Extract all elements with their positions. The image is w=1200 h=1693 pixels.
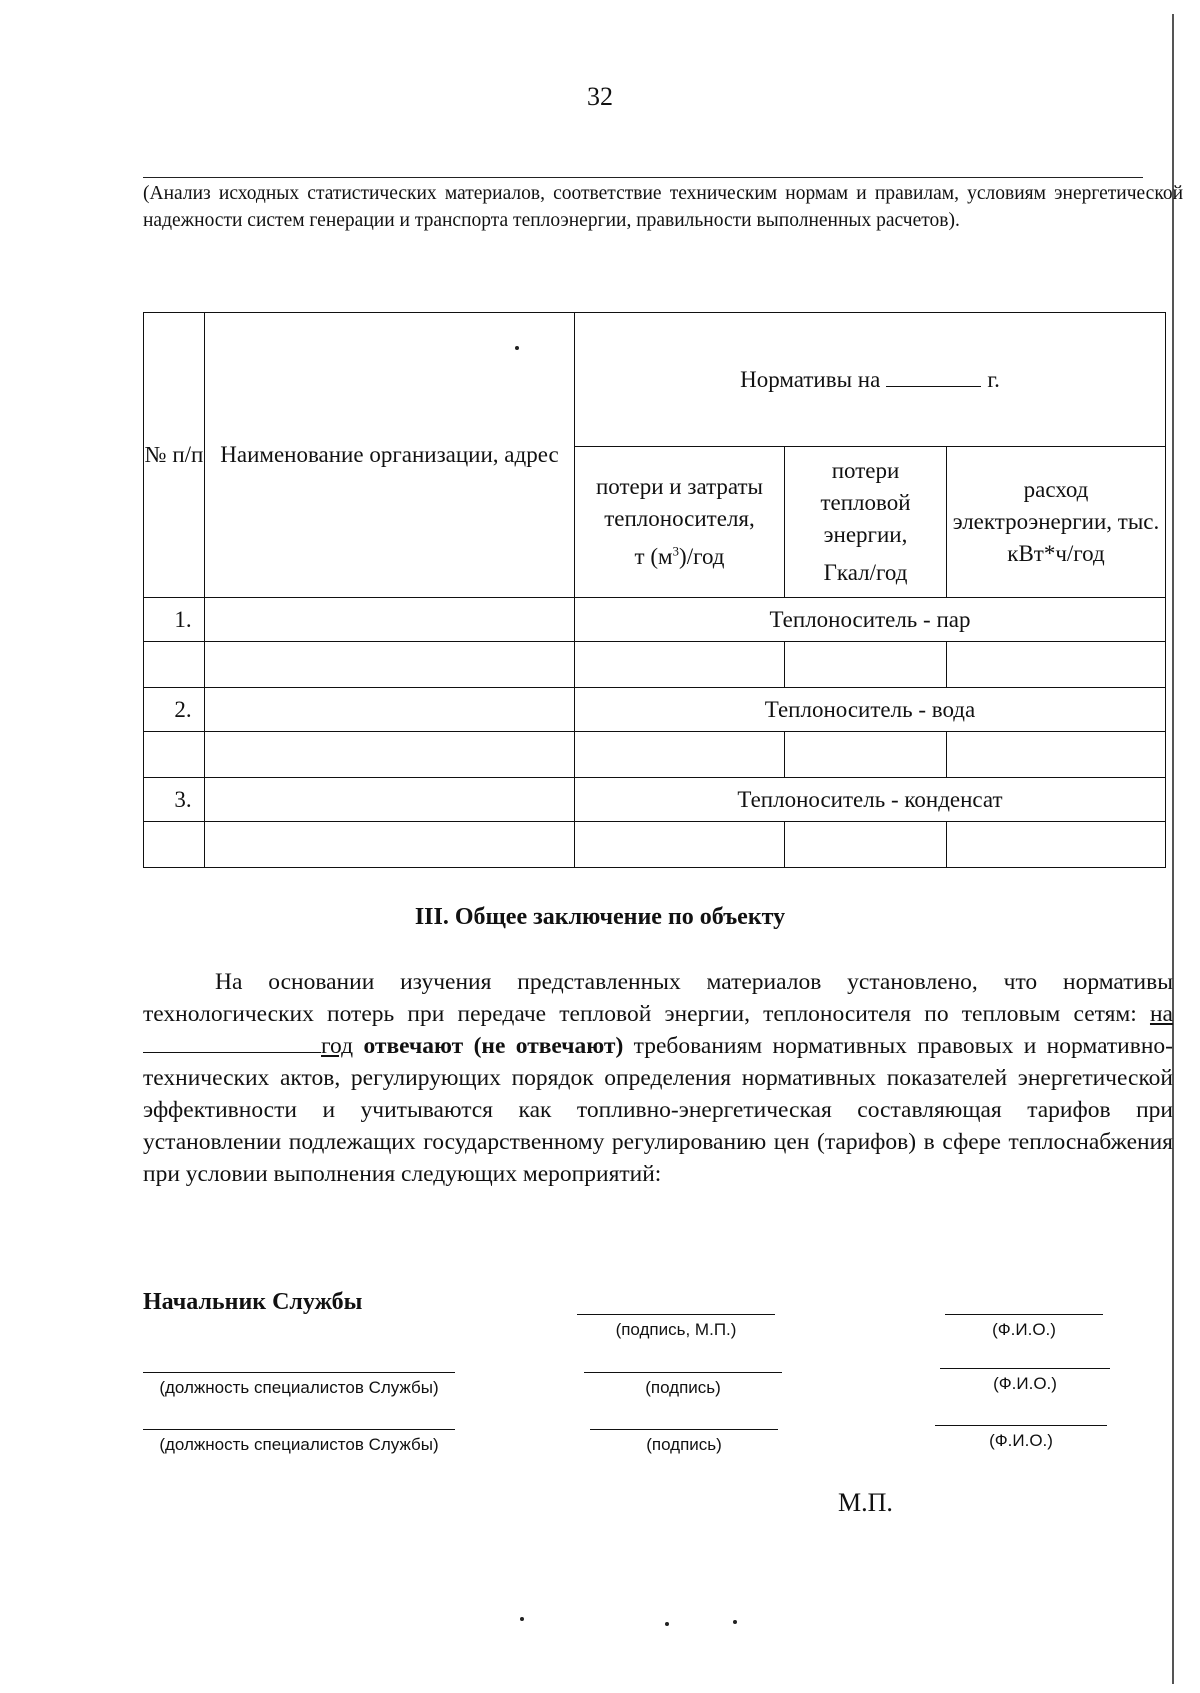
scan-speck	[733, 1620, 737, 1624]
year-label: год	[321, 1033, 354, 1059]
signature-line	[577, 1314, 775, 1315]
norms-table	[143, 312, 1166, 868]
fio-caption: (Ф.И.О.)	[993, 1374, 1057, 1393]
empty-cell	[947, 822, 1166, 868]
norms-header-prefix: Нормативы на	[740, 366, 881, 392]
num-header: № п/п	[144, 313, 205, 598]
col-losses-heat-unit: Гкал/год	[823, 560, 908, 585]
stamp-mark: М.П.	[838, 1488, 893, 1517]
signature-line	[590, 1429, 778, 1430]
section-num: 3.	[144, 778, 205, 822]
head-title: Начальник Службы	[143, 1289, 363, 1315]
signature-line	[584, 1372, 782, 1373]
empty-cell	[205, 642, 575, 688]
scan-edge-line	[1172, 14, 1174, 1684]
col-losses-heat	[785, 447, 947, 598]
scan-speck	[665, 1622, 669, 1626]
sign-caption: (подпись)	[645, 1378, 721, 1397]
fio-line	[935, 1425, 1107, 1426]
col-losses-heat-label: потери тепловой энергии,	[820, 458, 911, 547]
year-blank	[886, 364, 981, 387]
fio-caption: (Ф.И.О.)	[992, 1320, 1056, 1339]
table-row	[144, 688, 1166, 732]
fio-line	[940, 1368, 1110, 1369]
empty-cell	[144, 732, 205, 778]
year-gap	[143, 1032, 321, 1053]
table-row	[144, 732, 1166, 778]
col-losses-media	[575, 447, 785, 598]
name-cell	[205, 778, 575, 822]
position-caption: (должность специалистов Службы)	[159, 1435, 439, 1454]
empty-cell	[785, 642, 947, 688]
empty-cell	[144, 642, 205, 688]
sign-caption: (подпись)	[646, 1435, 722, 1454]
empty-cell	[947, 732, 1166, 778]
norms-header-suffix: г.	[987, 366, 1000, 392]
on-label: на	[1149, 1001, 1173, 1027]
sign-mp-caption: (подпись, М.П.)	[615, 1320, 737, 1339]
section-heading: III. Общее заключение по объекту	[414, 904, 786, 930]
position-line	[143, 1372, 455, 1373]
intro-text: (Анализ исходных статистических материалов, соответствие техническим нормам и правилам, условиям энергетической надежности систем генерации и транспорта теплоэнергии, правильности выполненных расчетов).	[143, 183, 1183, 231]
section-label: Теплоноситель - пар	[575, 598, 1166, 642]
comply-text: отвечают	[353, 1033, 464, 1059]
empty-cell	[575, 732, 785, 778]
conclusion-paragraph: На основании изучения представленных материалов установлено, что нормативы технологических потерь при передаче тепловой энергии, теплоносителя по тепловым сетям: нагод отвечают (не отвечают) требованиям нормативных правовых и нормативно-технических актов, регулирующих порядок определения нормативных показателей энергетической эффективности и учитываются как топливно-энергетическая составляющая тарифов при установлении подлежащих государственному регулированию цен (тарифов) в сфере теплоснабжения при условии выполнения следующих мероприятий:	[143, 969, 1173, 1187]
empty-cell	[205, 732, 575, 778]
name-cell	[205, 688, 575, 732]
name-header: Наименование организации, адрес	[205, 313, 575, 598]
empty-cell	[575, 822, 785, 868]
scan-speck	[515, 346, 519, 350]
name-cell	[205, 598, 575, 642]
empty-cell	[144, 822, 205, 868]
section-label: Теплоноситель - вода	[575, 688, 1166, 732]
section-label: Теплоноситель - конденсат	[575, 778, 1166, 822]
table-row	[144, 778, 1166, 822]
col-electricity: расход электроэнергии, тыс. кВт*ч/год	[947, 447, 1166, 598]
empty-cell	[785, 822, 947, 868]
table-row	[144, 598, 1166, 642]
empty-cell	[575, 642, 785, 688]
empty-cell	[785, 732, 947, 778]
scan-speck	[520, 1617, 524, 1621]
not-comply-text: (не отвечают)	[473, 1033, 624, 1059]
empty-cell	[205, 822, 575, 868]
empty-cell	[947, 642, 1166, 688]
table-row	[144, 822, 1166, 868]
section-num: 2.	[144, 688, 205, 732]
fio-line	[945, 1314, 1103, 1315]
col-losses-media-unit: т $(м^3)$/год	[634, 543, 725, 569]
section-num: 1.	[144, 598, 205, 642]
table-row	[144, 642, 1166, 688]
top-rule	[143, 177, 1143, 178]
norms-header	[575, 313, 1166, 447]
fio-caption: (Ф.И.О.)	[989, 1431, 1053, 1450]
page-number: 32	[587, 82, 613, 111]
position-line	[143, 1429, 455, 1430]
position-caption: (должность специалистов Службы)	[159, 1378, 439, 1397]
col-losses-media-label: потери и затраты теплоносителя,	[595, 474, 764, 531]
